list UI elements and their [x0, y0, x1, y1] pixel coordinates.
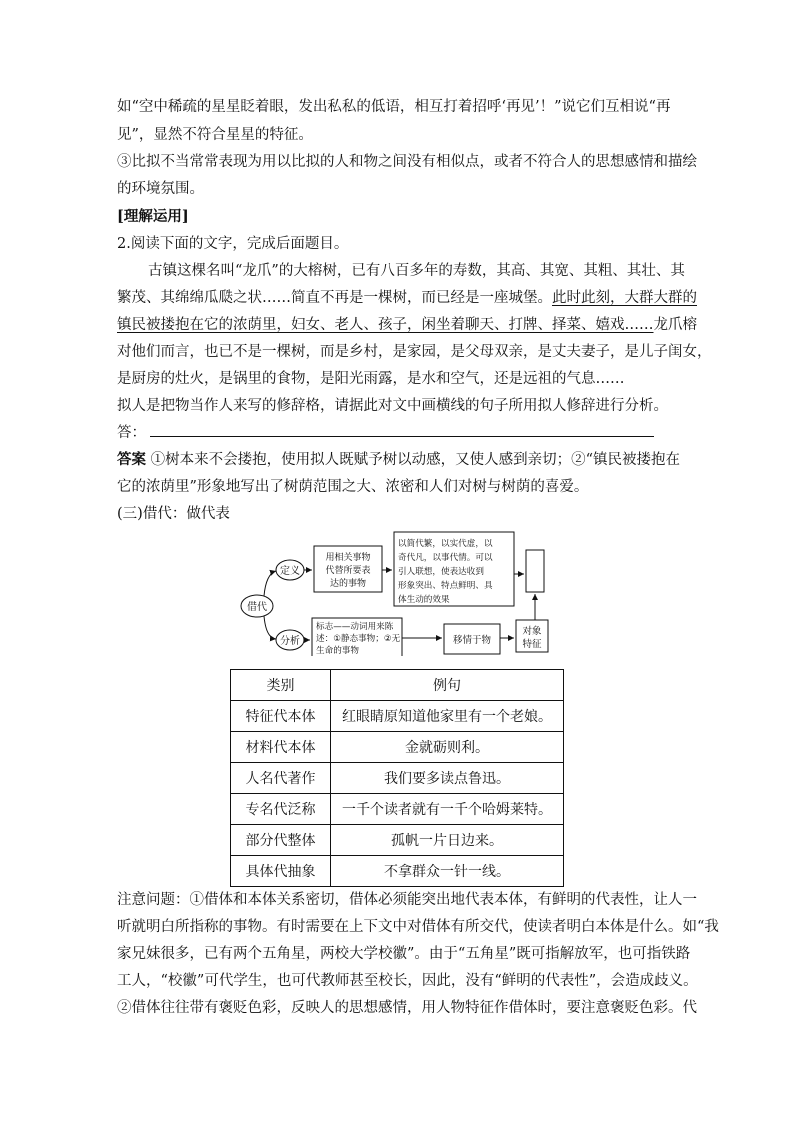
underlined-sentence: 镇民被搂抱在它的浓荫里，妇女、老人、孩子，闲坐着聊天、打牌、择菜、嬉戏…… — [117, 317, 654, 333]
answer-label: 答案 — [117, 451, 146, 468]
table-cell: 人名代著作 — [231, 763, 331, 794]
answer-text: 它的浓荫里”形象地写出了树荫范围之大、浓密和人们对树与树荫的喜爱。 — [117, 479, 589, 495]
answer-text: 答案 ①树本来不会搂抱，使用拟人既赋予树以动感，又使人感到亲切；②“镇民被搂抱在 — [117, 451, 681, 468]
svg-text:对象: 对象 — [522, 626, 542, 637]
passage-line: 繁茂、其绵绵瓜瓞之状……简直不再是一棵树，而已经是一座城堡。此时此刻，大群大群的 — [117, 290, 697, 306]
table-header: 类别 — [231, 670, 331, 701]
note-line: 工人，“校徽”可代学生，也可代教师甚至校长，因此，没有“鲜明的代表性”，会造成歧义。 — [117, 973, 698, 989]
passage-line: 是厨房的灶火，是锅里的食物，是阳光雨露，是水和空气，还是远祖的气息…… — [117, 371, 625, 387]
svg-text:体生动的效果: 体生动的效果 — [398, 595, 450, 605]
table-cell: 专名代泛称 — [231, 794, 331, 825]
transfer-label: 移情于物 — [452, 635, 492, 646]
svg-text:引人联想，使表达收到: 引人联想，使表达收到 — [398, 567, 484, 577]
answer-blank — [150, 422, 654, 437]
passage-line: 对他们而言，也已不是一棵树，而是乡村，是家园，是父母双亲，是丈夫妻子，是儿子闺女， — [117, 344, 712, 360]
table-cell: 金就砺则利。 — [331, 732, 564, 763]
table-row — [231, 856, 564, 887]
text-line: 如“空中稀疏的星星眨着眼，发出私私的低语，相互打着招呼‘再见’！”说它们互相说“再 — [117, 99, 671, 115]
center-label: 借代 — [247, 602, 267, 613]
table-cell: 材料代本体 — [231, 732, 331, 763]
table-cell: 特征代本体 — [231, 701, 331, 732]
underlined-sentence: 此时此刻，大群大群的 — [552, 290, 697, 306]
table-cell: 孤帆一片日边来。 — [331, 825, 564, 856]
svg-text:标志——动词用来陈: 标志——动词用来陈 — [316, 622, 394, 632]
table-row — [231, 825, 564, 856]
svg-text:用相关事物: 用相关事物 — [325, 553, 371, 563]
section-label: [理解运用] — [117, 208, 189, 225]
table-row — [231, 701, 564, 732]
svg-text:特征: 特征 — [522, 639, 542, 650]
text-line: 的环境氛围。 — [117, 181, 204, 197]
note-line: 家兄妹很多，已有两个五角星，两校大学校徽”。由于“五角星”既可指解放军，也可指铁路 — [117, 946, 691, 962]
table-header-row — [231, 670, 564, 701]
table-cell: 红眼睛原知道他家里有一个老娘。 — [331, 701, 564, 732]
table-cell: 部分代整体 — [231, 825, 331, 856]
question-prompt: 拟人是把物当作人来写的修辞格，请据此对文中画横线的句子所用拟人修辞进行分析。 — [117, 398, 668, 414]
note-line: ②借体往往带有褒贬色彩，反映人的思想感情，用人物特征作借体时，要注意褒贬色彩。代 — [117, 1000, 697, 1016]
svg-text:奇代凡，以事代情。可以: 奇代凡，以事代情。可以 — [398, 553, 493, 563]
table-cell: 不拿群众一针一线。 — [331, 856, 564, 887]
svg-text:达的事物: 达的事物 — [329, 579, 367, 589]
metonymy-table — [230, 669, 564, 887]
svg-text:生命的事物: 生命的事物 — [316, 646, 359, 656]
passage-line: 镇民被搂抱在它的浓荫里，妇女、老人、孩子，闲坐着聊天、打牌、择菜、嬉戏……龙爪榕 — [117, 317, 697, 333]
table-row — [231, 794, 564, 825]
svg-text:形象突出、特点鲜明、具: 形象突出、特点鲜明、具 — [398, 581, 493, 591]
role-box — [526, 550, 544, 592]
analysis-label: 分析 — [280, 636, 300, 647]
answer-line: 答： — [117, 422, 654, 443]
metonymy-diagram — [240, 524, 570, 656]
svg-text:代替所要表: 代替所要表 — [325, 566, 371, 576]
text-line: 见”，显然不符合星星的特征。 — [117, 127, 313, 143]
subsection-title: (三)借代：做代表 — [117, 506, 230, 522]
svg-text:以简代繁，以实代虚，以: 以简代繁，以实代虚，以 — [398, 539, 493, 549]
table-cell: 一千个读者就有一千个哈姆莱特。 — [331, 794, 564, 825]
text-line: ③比拟不当常常表现为用以比拟的人和物之间没有相似点，或者不符合人的思想感情和描绘 — [117, 154, 697, 170]
table-header: 例句 — [331, 670, 564, 701]
table-row — [231, 732, 564, 763]
note-line: 注意问题：①借体和本体关系密切，借体必须能突出地代表本体，有鲜明的代表性，让人一 — [117, 892, 697, 908]
question-title: 2.阅读下面的文字，完成后面题目。 — [117, 236, 349, 252]
table-cell: 具体代抽象 — [231, 856, 331, 887]
svg-text:述：①静态事物；②无: 述：①静态事物；②无 — [316, 634, 401, 644]
note-line: 听就明白所指称的事物。有时需要在上下文中对借体有所交代，使读者明白本体是什么。如“我 — [117, 919, 719, 935]
table-row — [231, 763, 564, 794]
table-cell: 我们要多读点鲁迅。 — [331, 763, 564, 794]
passage-line: 古镇这棵名叫“龙爪”的大榕树，已有八百多年的寿数，其高、其宽、其粗、其壮、其 — [148, 263, 685, 279]
definition-label: 定义 — [280, 566, 300, 577]
